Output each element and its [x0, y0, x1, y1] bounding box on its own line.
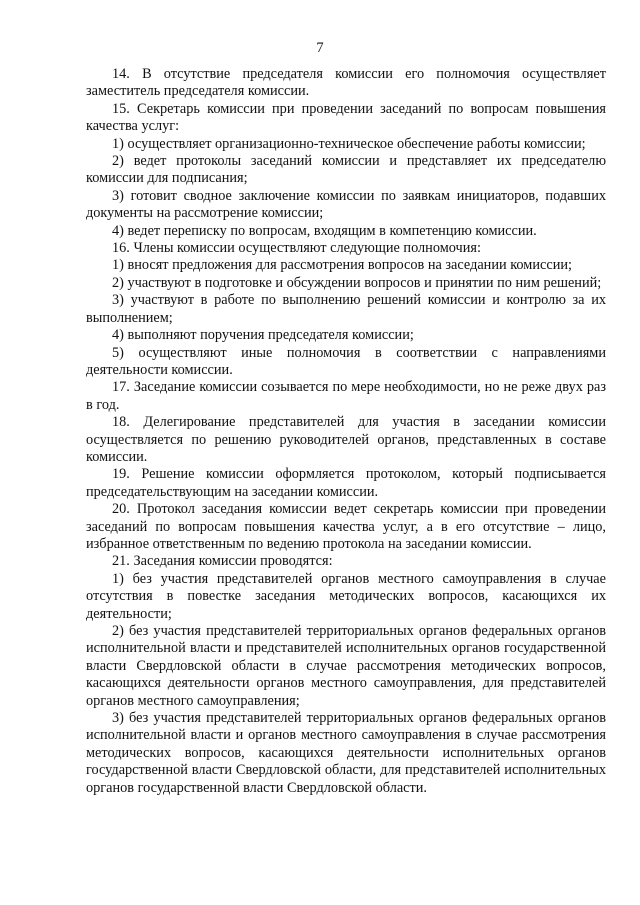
paragraph-16-item-5: 5) осуществляют иные полномочия в соответствии с направлениями деятельности комиссии.: [86, 344, 606, 378]
page-number: 7: [316, 40, 324, 56]
paragraph-19: 19. Решение комиссии оформляется протоколом, который подписывается председательствующим на заседании комиссии.: [86, 466, 606, 500]
paragraph-16-item-3: 3) участвуют в работе по выполнению решений комиссии и контролю за их выполнением;: [86, 292, 606, 326]
paragraph-17: 17. Заседание комиссии созывается по мере необходимости, но не реже двух раз в год.: [86, 379, 606, 413]
paragraph-16-item-2: 2) участвуют в подготовке и обсуждении вопросов и принятии по ним решений;: [112, 274, 602, 291]
paragraph-15: 15. Секретарь комиссии при проведении заседаний по вопросам повышения качества услуг:: [86, 100, 606, 135]
paragraph-14: 14. В отсутствие председателя комиссии его полномочия осуществляет заместитель председателя комиссии.: [86, 66, 606, 100]
paragraph-15-item-4: 4) ведет переписку по вопросам, входящим в компетенцию комиссии.: [112, 222, 537, 239]
paragraph-16: 16. Члены комиссии осуществляют следующие полномочия:: [112, 240, 481, 257]
paragraph-18: 18. Делегирование представителей для участия в заседании комиссии осуществляется по решению руководителей органов, представленных в составе комиссии.: [86, 414, 606, 465]
paragraph-15-item-2: 2) ведет протоколы заседаний комиссии и представляет их председателю комиссии для подписания;: [86, 153, 606, 187]
paragraph-15-item-1: 1) осуществляет организационно-техническое обеспечение работы комиссии;: [112, 135, 586, 152]
paragraph-20: 20. Протокол заседания комиссии ведет секретарь комиссии при проведении заседаний по вопросам повышения качества услуг, а в его отсутствие – лицо, избранное ответственным по ведению протокола на заседании комиссии.: [86, 501, 606, 552]
paragraph-21: 21. Заседания комиссии проводятся:: [112, 553, 333, 570]
paragraph-16-item-1: 1) вносят предложения для рассмотрения вопросов на заседании комиссии;: [112, 257, 572, 274]
paragraph-21-item-2: 2) без участия представителей территориальных органов федеральных органов исполнительной власти и представителей исполнительных органов государственной власти Свердловской области в случае рассмотрения методических вопросов, касающихся деятельности органов местного самоуправления, для представителей органов местного самоуправления;: [86, 623, 606, 709]
paragraph-16-item-4: 4) выполняют поручения председателя комиссии;: [112, 327, 414, 344]
paragraph-21-item-3: 3) без участия представителей территориальных органов федеральных органов исполнительной власти и органов местного самоуправления в случае рассмотрения методических вопросов, касающихся деятельности исполнительных органов государственной власти Свердловской области, для представителей исполнительных органов государственной власти Свердловской области.: [86, 710, 606, 796]
paragraph-15-item-3: 3) готовит сводное заключение комиссии по заявкам инициаторов, подавших документы на рассмотрение комиссии;: [86, 187, 606, 222]
paragraph-21-item-1: 1) без участия представителей органов местного самоуправления в случае отсутствия в повестке заседания методических вопросов, касающихся их деятельности;: [86, 570, 606, 622]
document-body: [86, 66, 606, 797]
